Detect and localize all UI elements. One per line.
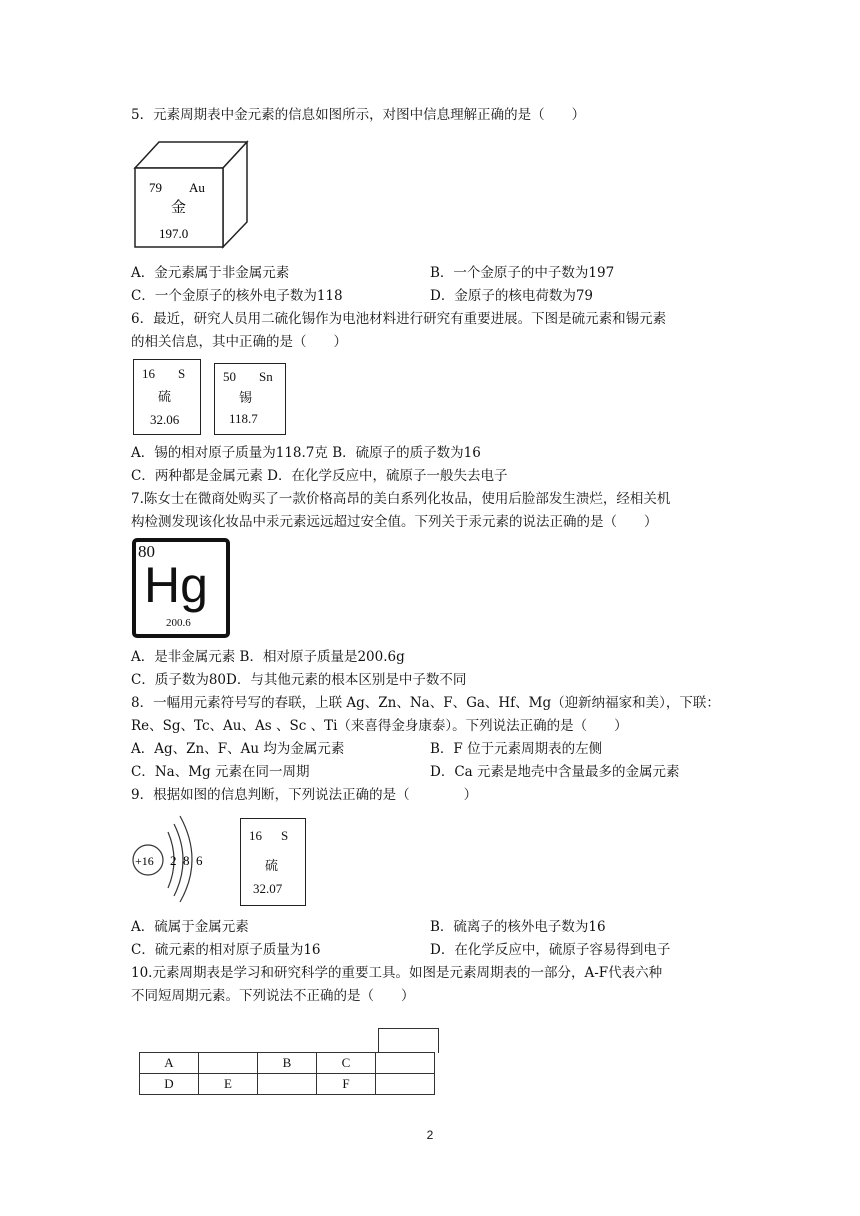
- sn-number: 50: [223, 369, 236, 384]
- q6-stem-line1: 6．最近，研究人员用二硫化锡作为电池材料进行研究有重要进展。下图是硫元素和锡元素: [131, 311, 667, 327]
- nucleus-charge: +16: [135, 854, 154, 868]
- q9-option-a: A．硫属于金属元素: [131, 919, 249, 935]
- q8-stem-line1: 8．一幅用元素符号写的春联，上联 Ag、Zn、Na、F、Ga、Hf、Mg（迎新纳福家和美），下联：: [131, 695, 720, 711]
- q8-stem-line2: Re、Sg、Tc、Au、As 、Sc 、Ti（来喜得金身康泰）。下列说法正确的是（ ）: [131, 718, 628, 734]
- s9-name: 硫: [265, 859, 279, 874]
- gold-element-cube: [133, 140, 251, 250]
- cell-empty-2: [376, 1053, 435, 1074]
- q5-option-c: C．一个金原子的核外电子数为118: [131, 288, 343, 304]
- q5-stem: 5．元素周期表中金元素的信息如图所示，对图中信息理解正确的是（ ）: [131, 107, 586, 123]
- sn-mass: 118.7: [229, 411, 258, 426]
- au-mass: 197.0: [159, 226, 189, 241]
- cell-empty-3: [258, 1074, 317, 1095]
- s-name: 硫: [158, 390, 172, 405]
- s9-number: 16: [249, 828, 262, 843]
- periodic-table-top-cell: [378, 1028, 439, 1053]
- hg-symbol: Hg: [144, 557, 208, 613]
- cell-e: E: [199, 1074, 258, 1095]
- periodic-row-2: [140, 1074, 435, 1095]
- sulfur-card: [133, 359, 201, 435]
- cell-f: F: [317, 1074, 376, 1095]
- q6-options-line1: A．锡的相对原子质量为118.7克 B．硫原子的质子数为16: [131, 445, 481, 461]
- s-symbol: S: [178, 366, 186, 381]
- q7-options-line2: C．质子数为80D．与其他元素的根本区别是中子数不同: [131, 672, 467, 688]
- q7-options-line1: A．是非金属元素 B．相对原子质量是200.6g: [131, 649, 405, 665]
- q10-stem-line2: 不同短周期元素。下列说法不正确的是（ ）: [131, 988, 415, 1004]
- q9-stem: 9．根据如图的信息判断，下列说法正确的是（ ）: [131, 787, 478, 803]
- q8-option-a: A．Ag、Zn、F、Au 均为金属元素: [131, 741, 345, 757]
- hg-mass: 200.6: [166, 617, 191, 629]
- hg-number: 80: [138, 542, 155, 561]
- cell-d: D: [140, 1074, 199, 1095]
- au-number: 79: [149, 180, 162, 195]
- sn-symbol: Sn: [259, 369, 273, 384]
- q10-stem-line1: 10.元素周期表是学习和研究科学的重要工具。如图是元素周期表的一部分，A-F代表六种: [131, 965, 663, 981]
- sulfur-atom-structure: [128, 808, 218, 904]
- page-number: 2: [426, 1128, 434, 1142]
- cell-empty-4: [376, 1074, 435, 1095]
- cell-a: A: [140, 1053, 199, 1074]
- sulfur-card-q9: [240, 818, 306, 906]
- cell-b: B: [258, 1053, 317, 1074]
- cell-empty-1: [199, 1053, 258, 1074]
- s-number: 16: [142, 366, 155, 381]
- q5-option-b: B．一个金原子的中子数为197: [430, 265, 615, 281]
- s-mass: 32.06: [150, 412, 180, 427]
- periodic-row-1: [140, 1053, 435, 1074]
- q8-option-d: D．Ca 元素是地壳中含量最多的金属元素: [430, 764, 680, 780]
- periodic-table-fragment: [139, 1052, 435, 1095]
- au-name: 金: [171, 198, 187, 216]
- q9-option-d: D．在化学反应中，硫原子容易得到电子: [430, 942, 671, 958]
- tin-card: [214, 363, 286, 435]
- q7-stem-line1: 7.陈女士在微商处购买了一款价格高昂的美白系列化妆品，使用后脸部发生溃烂，经相关机: [131, 491, 671, 507]
- shell-3-electrons: 6: [196, 853, 203, 868]
- q6-stem-line2: 的相关信息，其中正确的是（ ）: [131, 334, 347, 350]
- s9-mass: 32.07: [253, 881, 283, 896]
- shell-1-electrons: 2: [170, 853, 177, 868]
- q8-option-c: C．Na、Mg 元素在同一周期: [131, 764, 310, 780]
- au-symbol: Au: [189, 180, 205, 195]
- mercury-card: [132, 538, 230, 638]
- q5-option-a: A．金元素属于非金属元素: [131, 265, 290, 281]
- cell-c: C: [317, 1053, 376, 1074]
- sn-name: 锡: [239, 391, 253, 406]
- s9-symbol: S: [281, 828, 289, 843]
- q5-option-d: D．金原子的核电荷数为79: [430, 288, 594, 304]
- q9-option-b: B．硫离子的核外电子数为16: [430, 919, 606, 935]
- shell-2-electrons: 8: [183, 853, 190, 868]
- q8-option-b: B．F 位于元素周期表的左侧: [430, 741, 603, 757]
- q7-stem-line2: 构检测发现该化妆品中汞元素远远超过安全值。下列关于汞元素的说法正确的是（ ）: [131, 514, 658, 530]
- q6-options-line2: C．两种都是金属元素 D．在化学反应中，硫原子一般失去电子: [131, 468, 508, 484]
- q9-option-c: C．硫元素的相对原子质量为16: [131, 942, 321, 958]
